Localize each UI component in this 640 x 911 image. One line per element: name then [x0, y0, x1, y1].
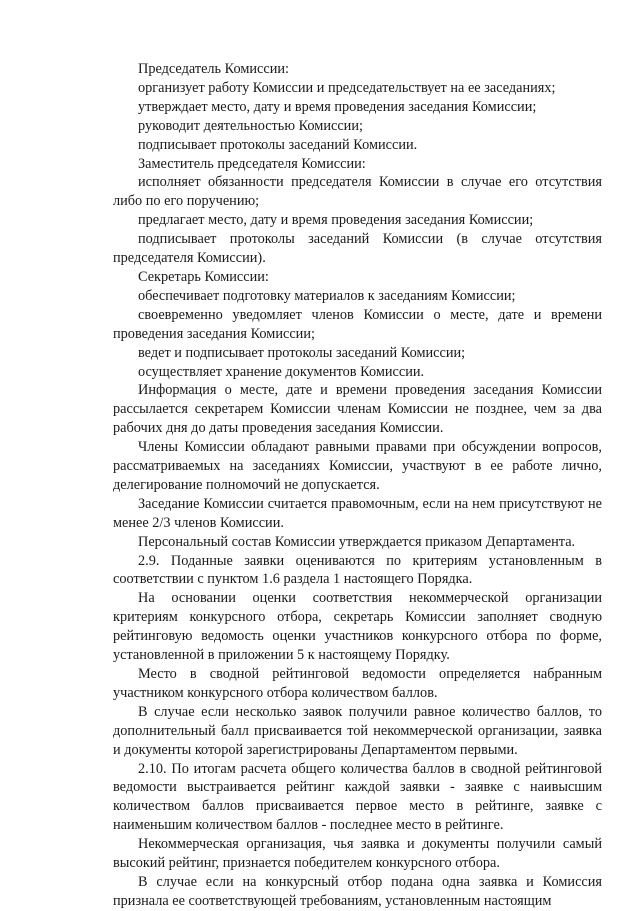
paragraph-secretary-duty-3: ведет и подписывает протоколы заседаний Комиссии;: [138, 344, 466, 361]
paragraph-secretary-duty-2: своевременно уведомляет членов Комиссии о месте, дате и времени проведения заседания Комиссии;: [113, 306, 602, 342]
paragraph-secretary-duty-1: обеспечивает подготовку материалов к заседаниям Комиссии;: [138, 287, 516, 304]
paragraph-deputy-duty-1: исполняет обязанности председателя Комиссии в случае его отсутствия либо по его поручению;: [113, 174, 602, 210]
paragraph-member-rights: Члены Комиссии обладают равными правами при обсуждении вопросов, рассматриваемых на заседаниях Комиссии, участвуют в ее работе лично, делегирование полномочий не допускается.: [113, 439, 602, 493]
paragraph-chairman-duty-1: организует работу Комиссии и председательствует на ее заседаниях;: [138, 79, 556, 96]
paragraph-deputy-duty-3: подписывает протоколы заседаний Комиссии (в случае отсутствия председателя Комиссии).: [113, 231, 602, 267]
document-body: [113, 60, 602, 911]
paragraph-chairman-duty-2: утверждает место, дату и время проведения заседания Комиссии;: [138, 98, 537, 115]
paragraph-deputy-heading: Заместитель председателя Комиссии:: [138, 155, 366, 172]
paragraph-chairman-heading: Председатель Комиссии:: [138, 61, 290, 77]
paragraph-2-10: 2.10. По итогам расчета общего количества баллов в сводной рейтинговой ведомости выстраивается рейтинг каждой заявки - заявке с наивысшим количеством баллов присваивается первое место в рейтинге, заявке с наименьшим количеством баллов - последнее место в рейтинге.: [113, 760, 602, 834]
paragraph-chairman-duty-4: подписывает протоколы заседаний Комиссии.: [138, 136, 418, 153]
paragraph-single-application: В случае если на конкурсный отбор подана одна заявка и Комиссия признала ее соответствующей требованиям, установленным настоящим: [113, 873, 602, 909]
paragraph-rating-sheet: На основании оценки соответствия некоммерческой организации критериям конкурсного отбора, секретарь Комиссии заполняет сводную рейтинговую ведомость оценки участников конкурсного отбора по форме, установленной в приложении 5 к настоящему Порядку.: [113, 590, 602, 664]
paragraph-secretary-heading: Секретарь Комиссии:: [138, 268, 269, 285]
paragraph-deputy-duty-2: предлагает место, дату и время проведения заседания Комиссии;: [138, 212, 534, 229]
paragraph-winner: Некоммерческая организация, чья заявка и документы получили самый высокий рейтинг, признается победителем конкурсного отбора.: [113, 836, 602, 872]
paragraph-secretary-duty-4: осуществляет хранение документов Комиссии.: [138, 363, 425, 380]
paragraph-2-9: 2.9. Поданные заявки оцениваются по критериям установленным в соответствии с пунктом 1.6 раздела 1 настоящего Порядка.: [113, 552, 602, 588]
paragraph-composition: Персональный состав Комиссии утверждается приказом Департамента.: [138, 533, 576, 550]
paragraph-place-in-rating: Место в сводной рейтинговой ведомости определяется набранным участником конкурсного отбора количеством баллов.: [113, 666, 602, 701]
paragraph-quorum: Заседание Комиссии считается правомочным, если на нем присутствуют не менее 2/3 членов Комиссии.: [113, 495, 602, 531]
paragraph-chairman-duty-3: руководит деятельностью Комиссии;: [138, 117, 363, 134]
paragraph-equal-points: В случае если несколько заявок получили равное количество баллов, то дополнительный балл присваивается той некоммерческой организации, заявка и документы которой зарегистрированы Департаментом первыми.: [113, 703, 602, 758]
paragraph-meeting-notice: Информация о месте, дате и времени проведения заседания Комиссии рассылается секретарем Комиссии членам Комиссии не позднее, чем за два рабочих дня до даты проведения заседания Комиссии.: [113, 382, 602, 437]
